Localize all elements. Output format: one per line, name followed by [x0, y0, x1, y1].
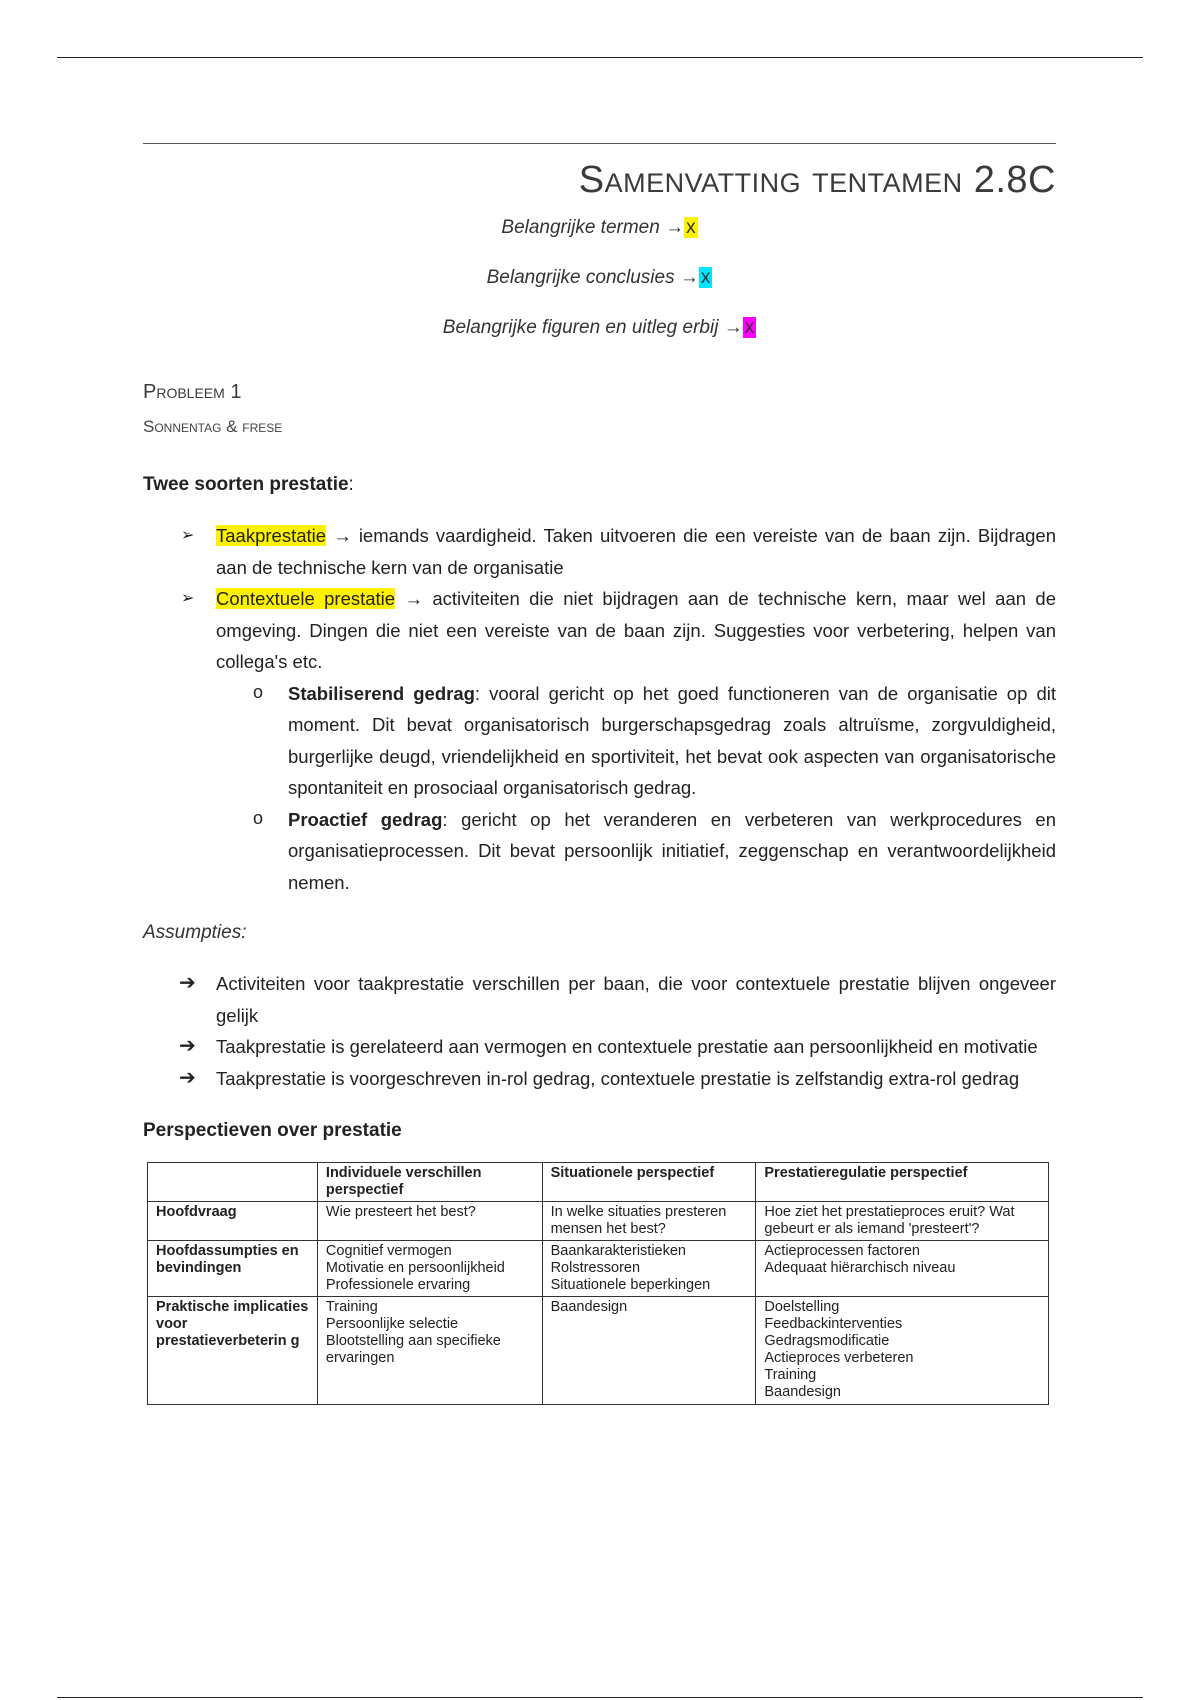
table-header-cell: Situationele perspectief	[542, 1163, 756, 1202]
list-item: ➢ Taakprestatie → iemands vaardigheid. Taken uitvoeren die een vereiste van de baan zijn. Bijdragen aan de technische kern van de organisatie	[143, 520, 1056, 583]
arrowhead-bullet-icon: ➢	[181, 527, 195, 544]
perspectives-table	[147, 1162, 1049, 1405]
assumpties-list	[143, 968, 1056, 1094]
row-header-cell: Praktische implicaties voor prestatieverbeterin g	[148, 1297, 318, 1405]
table-cell: Actieprocessen factoren Adequaat hiërarchisch niveau	[756, 1241, 1049, 1297]
contextual-subtypes-list	[216, 678, 1056, 899]
performance-types-list	[143, 520, 1056, 898]
legend-item-terms: Belangrijke termen → x	[501, 217, 696, 238]
table-header-cell	[148, 1163, 318, 1202]
table-cell: Wie presteert het best?	[317, 1202, 542, 1241]
circle-bullet-icon: o	[253, 807, 264, 828]
list-item: o Stabiliserend gedrag: vooral gericht op het goed functioneren van de organisatie op dit moment. Dit bevat organisatorisch burgerschapsgedrag zoals altruïsme, zorgvuldigheid, burgerlijke deugd, vriendelijkheid en sportiviteit, het bevat ook aspecten van organisatorische spontaniteit en prosociaal organisatorisch gedrag.	[143, 678, 1056, 804]
table-cell: In welke situaties presteren mensen het best?	[542, 1202, 756, 1241]
table-header-row	[148, 1163, 1049, 1202]
table-row	[148, 1241, 1049, 1297]
page-bottom-rule	[57, 1697, 1143, 1698]
table-cell: Hoe ziet het prestatieproces eruit? Wat gebeurt er als iemand 'presteert'?	[756, 1202, 1049, 1241]
twee-soorten-heading: Twee soorten prestatie:	[143, 474, 354, 495]
list-item: ➔ Taakprestatie is gerelateerd aan vermogen en contextuele prestatie aan persoonlijkheid en motivatie	[143, 1031, 1056, 1063]
list-item: ➢ Contextuele prestatie → activiteiten die niet bijdragen aan de technische kern, maar wel aan de omgeving. Dingen die niet een vereiste van de baan zijn. Suggesties voor verbetering, helpen van collega's etc. o Stabiliserend gedrag: vooral gericht op het goed functioneren van de organisatie op dit moment. Dit bevat organisatorisch burgerschapsgedrag zoals altruïsme, zorgvuldigheid, burgerlijke deugd, vriendelijkheid en sportiviteit, het bevat ook aspecten van organisatorische spontaniteit en prosociaal organisatorisch gedrag. o Proactief gedrag: gericht op het veranderen en verbeteren van werkprocedures en organisatieprocessen. Dit bevat persoonlijk initiatief, zeggenschap en verantwoordelijkheid nemen.	[143, 583, 1056, 898]
table-cell: Baandesign	[542, 1297, 756, 1405]
perspectives-table-wrap	[147, 1162, 1049, 1405]
arrowhead-bullet-icon: ➢	[181, 590, 195, 607]
legend-item-conclusions: Belangrijke conclusies → x	[486, 267, 711, 288]
arrow-bullet-icon: ➔	[179, 1035, 196, 1057]
table-header-cell: Prestatieregulatie perspectief	[756, 1163, 1049, 1202]
document-body	[143, 143, 1056, 1405]
list-item: o Proactief gedrag: gericht op het veranderen en verbeteren van werkprocedures en organisatieprocessen. Dit bevat persoonlijk initiatief, zeggenschap en verantwoordelijkheid nemen.	[143, 804, 1056, 899]
subsection-title: Sonnentag & frese	[143, 417, 283, 436]
row-header-cell: Hoofdassumpties en bevindingen	[148, 1241, 318, 1297]
table-cell: Cognitief vermogen Motivatie en persoonlijkheid Professionele ervaring	[317, 1241, 542, 1297]
table-cell: Baankarakteristieken Rolstressoren Situationele beperkingen	[542, 1241, 756, 1297]
table-cell: Training Persoonlijke selectie Blootstelling aan specifieke ervaringen	[317, 1297, 542, 1405]
document-title: Samenvatting tentamen 2.8C	[578, 159, 1056, 201]
arrow-bullet-icon: ➔	[179, 972, 196, 994]
page-top-rule	[57, 57, 1143, 58]
perspectieven-heading: Perspectieven over prestatie	[143, 1120, 402, 1141]
legend	[143, 214, 1056, 342]
arrow-bullet-icon: ➔	[179, 1066, 196, 1089]
circle-bullet-icon: o	[253, 681, 264, 702]
table-row	[148, 1202, 1049, 1241]
list-item: ➔ Taakprestatie is voorgeschreven in-rol gedrag, contextuele prestatie is zelfstandig extra-rol gedrag	[143, 1063, 1056, 1095]
row-header-cell: Hoofdvraag	[148, 1202, 318, 1241]
table-row	[148, 1297, 1049, 1405]
title-rule	[143, 143, 1056, 144]
section-title: Probleem 1	[143, 381, 242, 403]
table-header-cell: Individuele verschillen perspectief	[317, 1163, 542, 1202]
list-item: ➔ Activiteiten voor taakprestatie verschillen per baan, die voor contextuele prestatie blijven ongeveer gelijk	[143, 968, 1056, 1031]
table-cell: Doelstelling Feedbackinterventies Gedragsmodificatie Actieproces verbeteren Training Baandesign	[756, 1297, 1049, 1405]
assumpties-heading: Assumpties:	[143, 922, 247, 943]
legend-item-figures: Belangrijke figuren en uitleg erbij → x	[442, 317, 755, 338]
